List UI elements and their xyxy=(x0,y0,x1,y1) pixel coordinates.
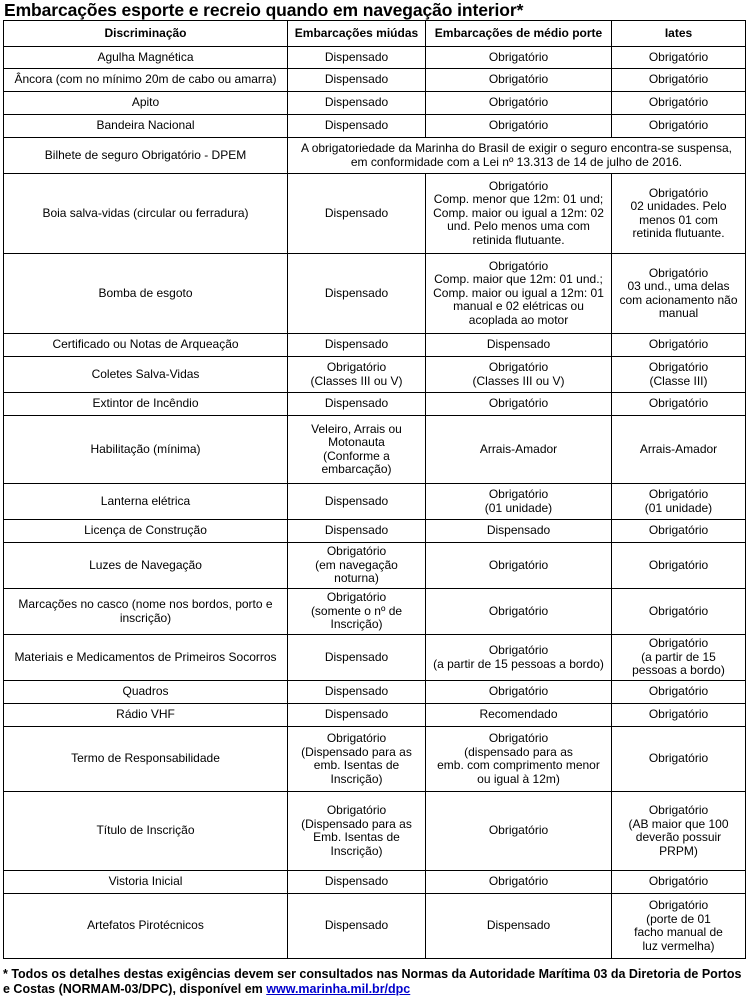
cell-medio: Obrigatório xyxy=(426,393,612,416)
cell-miudas: Dispensado xyxy=(288,681,426,704)
column-header-medio: Embarcações de médio porte xyxy=(426,21,612,47)
cell-iates: Obrigatório (porte de 01 facho manual de luz vermelha) xyxy=(612,894,746,959)
cell-discriminacao: Vistoria Inicial xyxy=(4,871,288,894)
cell-iates: Obrigatório xyxy=(612,520,746,543)
cell-iates: Obrigatório xyxy=(612,704,746,727)
table-row xyxy=(4,254,746,334)
cell-medio: Obrigatório (dispensado para as emb. com comprimento menor ou igual à 12m) xyxy=(426,727,612,792)
cell-medio: Obrigatório xyxy=(426,115,612,138)
cell-miudas: Obrigatório (Dispensado para as Emb. Isentas de Inscrição) xyxy=(288,792,426,871)
cell-iates: Obrigatório 03 und., uma delas com acionamento não manual xyxy=(612,254,746,334)
page-title: Embarcações esporte e recreio quando em navegação interior* xyxy=(4,0,524,20)
cell-miudas: Dispensado xyxy=(288,484,426,520)
cell-miudas: Dispensado xyxy=(288,894,426,959)
cell-miudas: Dispensado xyxy=(288,174,426,254)
table-row xyxy=(4,589,746,635)
cell-iates: Obrigatório xyxy=(612,47,746,69)
cell-discriminacao: Lanterna elétrica xyxy=(4,484,288,520)
cell-iates: Obrigatório xyxy=(612,393,746,416)
cell-miudas: Dispensado xyxy=(288,254,426,334)
cell-discriminacao: Bomba de esgoto xyxy=(4,254,288,334)
table-row xyxy=(4,727,746,792)
table-header-row xyxy=(4,21,746,47)
cell-discriminacao: Habilitação (mínima) xyxy=(4,416,288,484)
cell-miudas: Dispensado xyxy=(288,393,426,416)
cell-discriminacao: Bandeira Nacional xyxy=(4,115,288,138)
cell-discriminacao: Rádio VHF xyxy=(4,704,288,727)
cell-miudas: Veleiro, Arrais ou Motonauta (Conforme a embarcação) xyxy=(288,416,426,484)
cell-medio: Obrigatório xyxy=(426,589,612,635)
cell-iates: Obrigatório xyxy=(612,334,746,357)
table-row xyxy=(4,92,746,115)
footnote-link[interactable]: www.marinha.mil.br/dpc xyxy=(266,982,411,996)
cell-discriminacao: Âncora (com no mínimo 20m de cabo ou amarra) xyxy=(4,69,288,92)
cell-miudas: Dispensado xyxy=(288,334,426,357)
cell-medio: Obrigatório xyxy=(426,47,612,69)
table-row xyxy=(4,416,746,484)
table-row xyxy=(4,138,746,174)
cell-medio: Arrais-Amador xyxy=(426,416,612,484)
table-row xyxy=(4,520,746,543)
cell-miudas: Dispensado xyxy=(288,520,426,543)
cell-discriminacao: Apito xyxy=(4,92,288,115)
table-row xyxy=(4,69,746,92)
cell-discriminacao: Marcações no casco (nome nos bordos, porto e inscrição) xyxy=(4,589,288,635)
cell-discriminacao: Artefatos Pirotécnicos xyxy=(4,894,288,959)
cell-discriminacao: Coletes Salva-Vidas xyxy=(4,357,288,393)
cell-iates: Obrigatório xyxy=(612,92,746,115)
cell-medio: Obrigatório xyxy=(426,92,612,115)
column-header-discriminacao: Discriminação xyxy=(4,21,288,47)
table-row xyxy=(4,115,746,138)
footnote-text: * Todos os detalhes destas exigências devem ser consultados nas Normas da Autoridade Marítima 03 da Diretoria de Portos e Costas (NORMAM-03/DPC), disponível em xyxy=(3,967,742,996)
cell-medio: Obrigatório xyxy=(426,871,612,894)
table-row xyxy=(4,484,746,520)
cell-medio: Obrigatório (a partir de 15 pessoas a bordo) xyxy=(426,635,612,681)
cell-medio: Dispensado xyxy=(426,520,612,543)
table-row xyxy=(4,704,746,727)
cell-iates: Arrais-Amador xyxy=(612,416,746,484)
cell-discriminacao: Quadros xyxy=(4,681,288,704)
cell-merged-note: A obrigatoriedade da Marinha do Brasil de exigir o seguro encontra-se suspensa, em conformidade com a Lei nº 13.313 de 14 de julho de 2016. xyxy=(288,138,746,174)
cell-medio: Dispensado xyxy=(426,894,612,959)
cell-miudas: Dispensado xyxy=(288,69,426,92)
table-row xyxy=(4,357,746,393)
cell-iates: Obrigatório xyxy=(612,727,746,792)
table-row xyxy=(4,871,746,894)
cell-medio: Obrigatório xyxy=(426,681,612,704)
cell-miudas: Obrigatório (em navegação noturna) xyxy=(288,543,426,589)
cell-medio: Obrigatório xyxy=(426,69,612,92)
cell-miudas: Dispensado xyxy=(288,92,426,115)
cell-iates: Obrigatório xyxy=(612,543,746,589)
cell-medio: Obrigatório Comp. maior que 12m: 01 und.; Comp. maior ou igual a 12m: 01 manual e 02 elétricas ou acoplada ao motor xyxy=(426,254,612,334)
cell-miudas: Dispensado xyxy=(288,704,426,727)
cell-discriminacao: Agulha Magnética xyxy=(4,47,288,69)
cell-miudas: Obrigatório (Dispensado para as emb. Isentas de Inscrição) xyxy=(288,727,426,792)
cell-iates: Obrigatório xyxy=(612,871,746,894)
column-header-iates: Iates xyxy=(612,21,746,47)
cell-iates: Obrigatório 02 unidades. Pelo menos 01 com retinida flutuante. xyxy=(612,174,746,254)
cell-discriminacao: Boia salva-vidas (circular ou ferradura) xyxy=(4,174,288,254)
cell-iates: Obrigatório xyxy=(612,681,746,704)
table-row xyxy=(4,543,746,589)
cell-iates: Obrigatório (a partir de 15 pessoas a bordo) xyxy=(612,635,746,681)
cell-iates: Obrigatório (01 unidade) xyxy=(612,484,746,520)
cell-miudas: Dispensado xyxy=(288,115,426,138)
cell-medio: Dispensado xyxy=(426,334,612,357)
cell-iates: Obrigatório xyxy=(612,589,746,635)
cell-iates: Obrigatório xyxy=(612,115,746,138)
cell-iates: Obrigatório (AB maior que 100 deverão possuir PRPM) xyxy=(612,792,746,871)
cell-discriminacao: Bilhete de seguro Obrigatório - DPEM xyxy=(4,138,288,174)
cell-miudas: Dispensado xyxy=(288,635,426,681)
table-row xyxy=(4,681,746,704)
cell-medio: Obrigatório (01 unidade) xyxy=(426,484,612,520)
table-row xyxy=(4,635,746,681)
cell-miudas: Dispensado xyxy=(288,47,426,69)
cell-medio: Obrigatório Comp. menor que 12m: 01 und; Comp. maior ou igual a 12m: 02 und. Pelo menos uma com retinida flutuante. xyxy=(426,174,612,254)
cell-discriminacao: Termo de Responsabilidade xyxy=(4,727,288,792)
requirements-table xyxy=(3,20,746,959)
table-body xyxy=(4,47,746,959)
cell-discriminacao: Licença de Construção xyxy=(4,520,288,543)
table-row xyxy=(4,334,746,357)
cell-discriminacao: Luzes de Navegação xyxy=(4,543,288,589)
cell-miudas: Obrigatório (Classes III ou V) xyxy=(288,357,426,393)
column-header-miudas: Embarcações miúdas xyxy=(288,21,426,47)
cell-medio: Obrigatório xyxy=(426,792,612,871)
cell-discriminacao: Extintor de Incêndio xyxy=(4,393,288,416)
cell-discriminacao: Título de Inscrição xyxy=(4,792,288,871)
table-row xyxy=(4,47,746,69)
cell-iates: Obrigatório (Classe III) xyxy=(612,357,746,393)
cell-discriminacao: Certificado ou Notas de Arqueação xyxy=(4,334,288,357)
table-row xyxy=(4,792,746,871)
cell-medio: Obrigatório xyxy=(426,543,612,589)
table-row xyxy=(4,393,746,416)
cell-medio: Obrigatório (Classes III ou V) xyxy=(426,357,612,393)
cell-miudas: Obrigatório (somente o nº de Inscrição) xyxy=(288,589,426,635)
table-row xyxy=(4,174,746,254)
cell-miudas: Dispensado xyxy=(288,871,426,894)
cell-medio: Recomendado xyxy=(426,704,612,727)
cell-discriminacao: Materiais e Medicamentos de Primeiros Socorros xyxy=(4,635,288,681)
footnote xyxy=(3,967,747,997)
table-row xyxy=(4,894,746,959)
cell-iates: Obrigatório xyxy=(612,69,746,92)
